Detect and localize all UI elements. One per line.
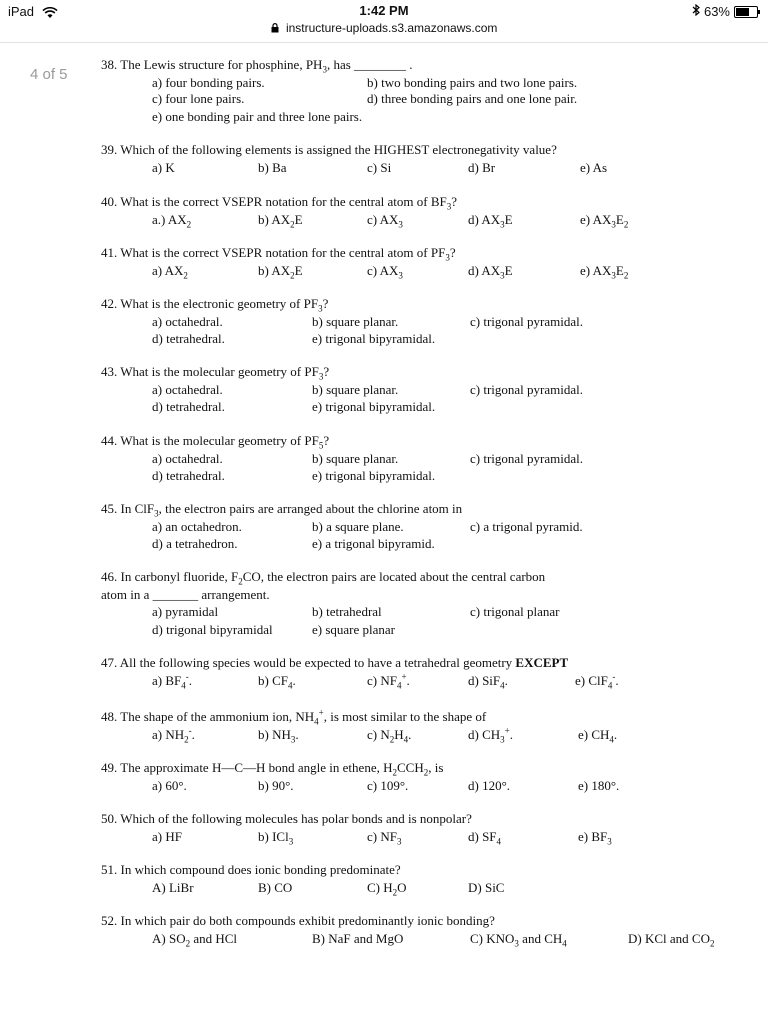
answer-option: e) square planar (312, 622, 396, 637)
answer-option: b) tetrahedral (312, 604, 382, 619)
answer-option: b) ICl$_3$ (258, 829, 294, 847)
answer-option: e) ClF$_4$-. (575, 671, 619, 691)
answer-option: b) two bonding pairs and two lone pairs. (367, 75, 578, 90)
answer-option: c) $AX_3$ (367, 212, 403, 230)
answer-option: d) trigonal bipyramidal (152, 622, 273, 637)
answer-option: C) $H_2O$ (367, 880, 407, 898)
answer-option: e) trigonal bipyramidal. (312, 468, 436, 483)
answer-option: b) a square plane. (312, 519, 404, 534)
answer-option: c) $AX_3$ (367, 263, 403, 281)
answer-option: e) one bonding pair and three lone pairs. (152, 109, 363, 124)
answer-option: b) $AX_2E$ (258, 263, 303, 281)
answer-option: b) $CF_4$. (258, 673, 296, 691)
question-43: 43. What is the molecular geometry of $PF_3$? (101, 364, 330, 382)
answer-option: b) $NH_3$. (258, 727, 299, 745)
question-39: 39. Which of the following elements is assigned the HIGHEST electronegativity value? (101, 142, 557, 157)
answer-option: d) tetrahedral. (152, 468, 225, 483)
answer-option: a) four bonding pairs. (152, 75, 265, 90)
question-52: 52. In which pair do both compounds exhibit predominantly ionic bonding? (101, 913, 495, 928)
answer-option: e) $AX_3E_2$ (580, 263, 629, 281)
answer-option: a) 60°. (152, 778, 187, 793)
answer-option: d) tetrahedral. (152, 331, 225, 346)
answer-option: c) Si (367, 160, 392, 175)
answer-option: b) $AX_2E$ (258, 212, 303, 230)
answer-option: a) pyramidal (152, 604, 219, 619)
answer-option: a) K (152, 160, 175, 175)
answer-option: e) a trigonal bipyramid. (312, 536, 435, 551)
answer-option: B) NaF and MgO (312, 931, 404, 946)
question-44: 44. What is the molecular geometry of $PF_5$? (101, 433, 330, 451)
answer-option: b) square planar. (312, 314, 399, 329)
answer-option: c) $NF_4^+$. (367, 671, 410, 691)
question-42: 42. What is the electronic geometry of $PF_3$? (101, 296, 329, 314)
question-46: 46. In carbonyl fluoride, $F_2CO$, the electron pairs are located about the central carbon (101, 569, 546, 587)
answer-option: c) trigonal planar (470, 604, 560, 619)
answer-option: b) 90°. (258, 778, 294, 793)
answer-option: d) tetrahedral. (152, 399, 225, 414)
answer-option: d) a tetrahedron. (152, 536, 238, 551)
answer-option: e) 180°. (578, 778, 620, 793)
clock: 1:42 PM (359, 3, 409, 18)
answer-option: a.) $AX_2$ (152, 212, 192, 230)
answer-option: e) As (580, 160, 608, 175)
answer-option: a) octahedral. (152, 451, 223, 466)
answer-option: e) $CH_4$. (578, 727, 618, 745)
answer-option: e) trigonal bipyramidal. (312, 399, 436, 414)
battery-percent: 63% (703, 4, 730, 19)
question-49: 49. The approximate H—C—H bond angle in ethene, $H_2CCH_2$, is (101, 760, 444, 778)
page-counter: 4 of 5 (30, 66, 68, 83)
question-48: 48. The shape of the ammonium ion, $NH_4^+$, is most similar to the shape of (101, 707, 487, 727)
device-name: iPad (8, 4, 35, 19)
answer-option: c) trigonal pyramidal. (470, 382, 583, 397)
question-45: 45. In ClF$_3$, the electron pairs are arranged about the chlorine atom in (101, 501, 463, 519)
answer-option: d) SiF$_4$. (468, 673, 508, 691)
question-46-continued: atom in a _______ arrangement. (101, 587, 270, 602)
answer-option: b) square planar. (312, 382, 399, 397)
answer-option: a) $NH_2^-$. (152, 725, 195, 745)
question-47: 47. All the following species would be expected to have a tetrahedral geometry EXCEPT (101, 655, 569, 670)
answer-option: d) $AX_3E$ (468, 263, 513, 281)
answer-option: D) SiC (468, 880, 505, 895)
answer-option: d) $CH_3^+$. (468, 725, 513, 745)
answer-option: c) $N_2H_4$. (367, 727, 412, 745)
answer-option: d) $SF_4$ (468, 829, 502, 847)
answer-option: e) $AX_3E_2$ (580, 212, 629, 230)
answer-option: d) 120°. (468, 778, 511, 793)
url-text[interactable]: instructure-uploads.s3.amazonaws.com (285, 21, 498, 35)
answer-option: c) $NF_3$ (367, 829, 402, 847)
answer-option: e) trigonal bipyramidal. (312, 331, 436, 346)
answer-option: a) $AX_2$ (152, 263, 188, 281)
answer-option: A) $SO_2$ and HCl (152, 931, 238, 949)
answer-option: D) KCl and $CO_2$ (628, 931, 715, 949)
answer-option: e) $BF_3$ (578, 829, 612, 847)
question-38: 38. The Lewis structure for phosphine, $PH_3$, has ________ . (101, 57, 413, 75)
answer-option: a) $BF_4^-$. (152, 671, 192, 691)
answer-option: d) Br (468, 160, 496, 175)
answer-option: a) HF (152, 829, 182, 844)
answer-option: B) CO (258, 880, 293, 895)
question-40: 40. What is the correct VSEPR notation for the central atom of $BF_3$? (101, 194, 458, 212)
answer-option: c) trigonal pyramidal. (470, 451, 583, 466)
answer-option: b) Ba (258, 160, 287, 175)
answer-option: c) 109°. (367, 778, 409, 793)
answer-option: c) four lone pairs. (152, 91, 245, 106)
answer-option: a) an octahedron. (152, 519, 242, 534)
answer-option: a) octahedral. (152, 382, 223, 397)
answer-option: d) $AX_3E$ (468, 212, 513, 230)
answer-option: C) $KNO_3$ and $CH_4$ (470, 931, 567, 949)
question-51: 51. In which compound does ionic bonding predominate? (101, 862, 401, 877)
answer-option: a) octahedral. (152, 314, 223, 329)
question-41: 41. What is the correct VSEPR notation for the central atom of $PF_3$? (101, 245, 456, 263)
answer-option: c) a trigonal pyramid. (470, 519, 583, 534)
answer-option: c) trigonal pyramidal. (470, 314, 583, 329)
answer-option: d) three bonding pairs and one lone pair. (367, 91, 578, 106)
answer-option: b) square planar. (312, 451, 399, 466)
question-50: 50. Which of the following molecules has polar bonds and is nonpolar? (101, 811, 472, 826)
answer-option: A) LiBr (152, 880, 194, 895)
